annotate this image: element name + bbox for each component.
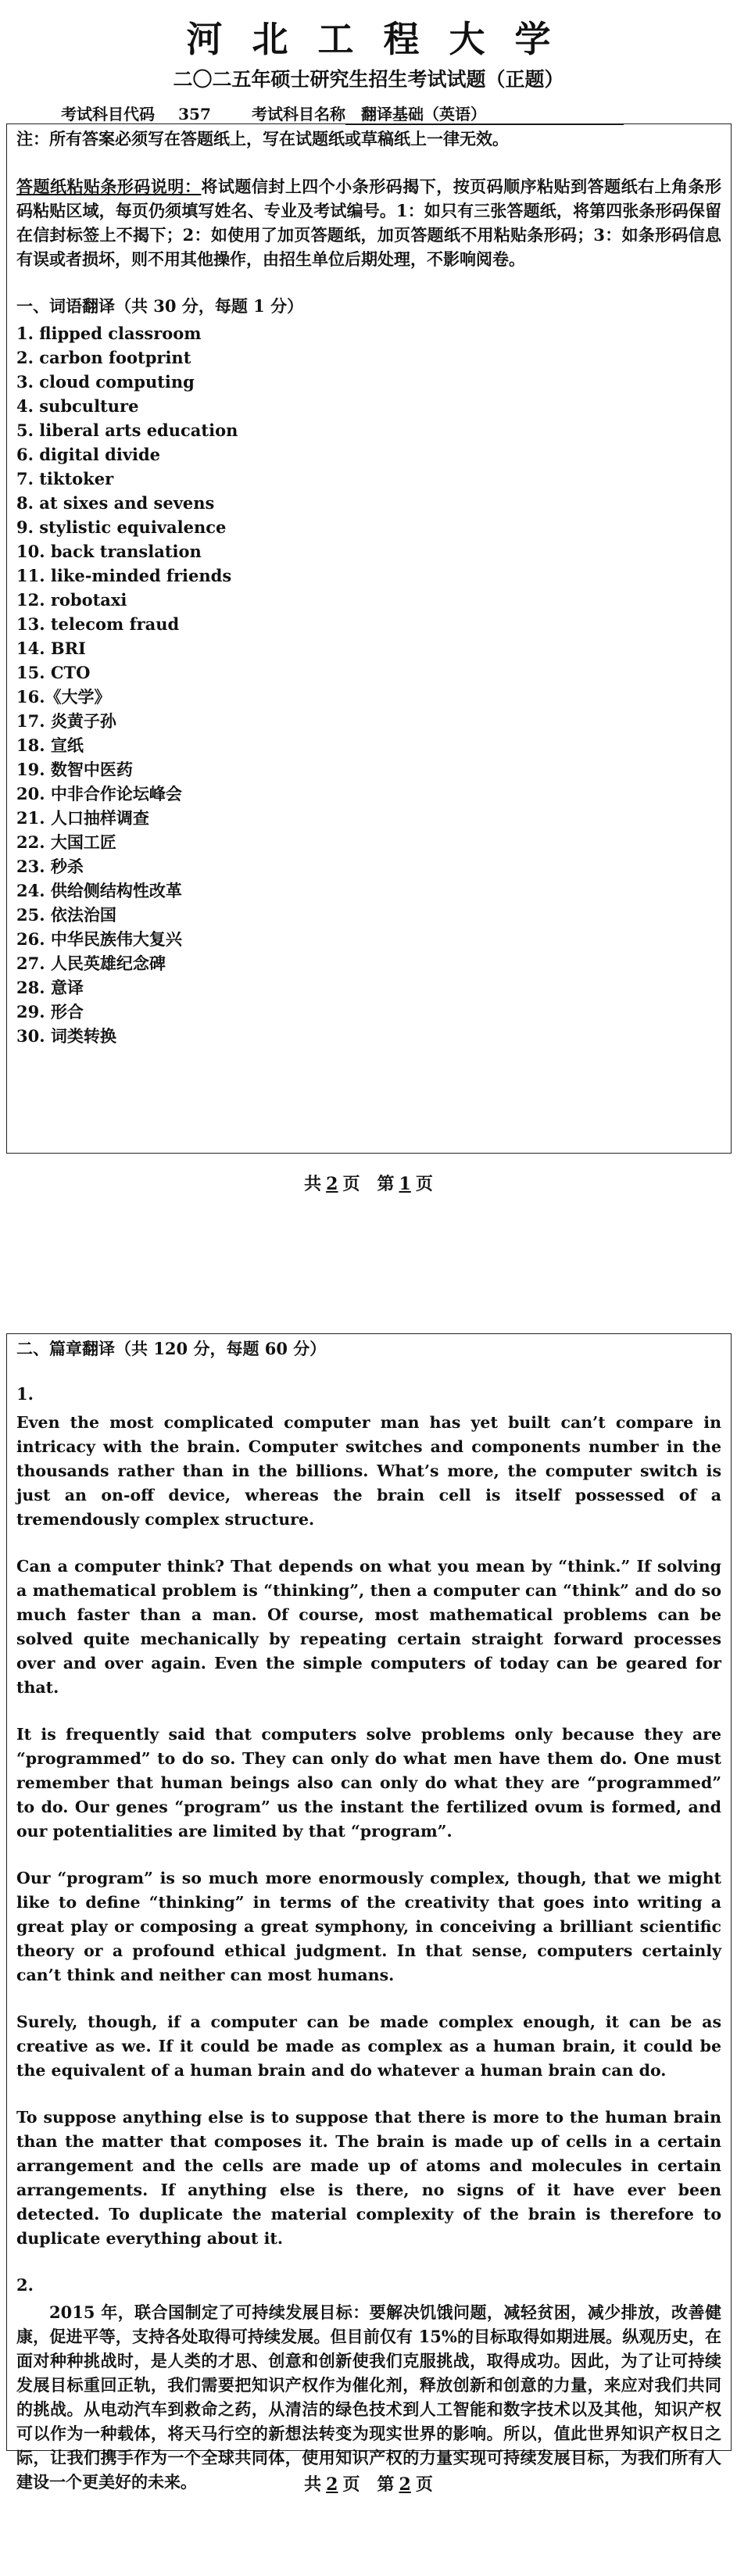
subject-code-value: 357 [155,105,234,124]
vocab-item: 27. 人民英雄纪念碑 [16,953,166,973]
section1-title: 一、词语翻译（共 30 分，每题 1 分） [16,296,304,316]
vocab-item: 29. 形合 [16,1002,84,1021]
vocab-item: 20. 中非合作论坛峰会 [16,784,182,803]
vocab-item: 24. 供给侧结构性改革 [16,881,182,900]
footer-page-number: 1 [399,1174,411,1194]
vocab-item: 30. 词类转换 [16,1026,116,1046]
vocab-item: 22. 大国工匠 [16,832,116,852]
footer-pre: 共 [304,2474,322,2495]
footer-mid: 页 第 [342,1174,395,1194]
vocab-item: 1. flipped classroom [16,324,202,343]
barcode-instructions [16,174,721,271]
footer-pre: 共 [304,1174,322,1194]
exam-page-2 [0,1290,737,2576]
footer-post: 页 [415,1174,433,1194]
vocab-item: 19. 数智中医药 [16,760,133,779]
vocab-list [16,321,721,1048]
vocab-item: 3. cloud computing [16,372,195,392]
vocab-item: 17. 炎黄子孙 [16,711,116,731]
vocab-item: 25. 依法治国 [16,905,116,925]
section2-title: 二、篇章翻译（共 120 分，每题 60 分） [16,1339,327,1358]
vocab-item: 8. at sixes and sevens [16,493,215,513]
vocab-item: 18. 宣纸 [16,735,84,755]
passage2-text: 2015 年，联合国制定了可持续发展目标：要解决饥饿问题，减轻贫困，减少排放，改善健康，促进平等，支持各处取得可持续发展。但目前仅有 15%的目标取得如期进展。纵观历史，在面对种种挑战时，是人类的才思、创意和创新使我们克服挑战，取得成功。因此，为了让可持续发展目标重回正轨，我们需要把知识产权作为催化剂，释放创新和创意的力量，来应对我们共同的挑战。从电动汽车到救命之药，从清洁的绿色技术到人工智能和数字技术以及其他，知识产权可以作为一种载体，将天马行空的新想法转变为现实世界的影响。所以，值此世界知识产权日之际，让我们携手作为一个全球共同体，使用知识产权的力量实现可持续发展目标，为我们所有人建设一个更美好的未来。 [16,2302,721,2492]
footer-total-pages: 2 [326,1174,338,1194]
university-name: 河北工程大学 [186,18,581,60]
footer-mid: 页 第 [342,2474,395,2495]
passage1-paragraph: To suppose anything else is to suppose that there is more to the human brain than the matter that composes it. The brain is made up of cells in a certain arrangement and the cells are made up of atoms and molecules in certain arrangements. If anything else is there, no signs of it have ever been detected. To duplicate the material complexity of the brain is therefore to duplicate everything about it. [16,2108,721,2248]
footer-total-pages: 2 [326,2474,338,2495]
exam-page-1 [0,0,737,1235]
page-footer-1 [0,1171,737,1195]
answer-note: 注：所有答案必须写在答题纸上，写在试题纸或草稿纸上一律无效。 [16,129,509,148]
passage1-paragraph: Surely, though, if a computer can be made complex enough, it can be as creative as we. If it could be made as complex as a human brain, it could be the equivalent of a human brain and do whatever a human brain can do. [16,2012,721,2080]
vocab-item: 21. 人口抽样调查 [16,808,149,828]
footer-post: 页 [415,2474,433,2495]
exam-title: 二〇二五年硕士研究生招生考试试题（正题） [173,68,564,91]
subject-name-value: 翻译基础（英语） [345,102,624,125]
passage1-paragraph: Even the most complicated computer man has yet built can’t compare in intricacy with the brain. Computer switches and components number in the thousands rather than in the billions. What’s more, the computer switch is just an on-off device, whereas the brain cell is itself possessed of a tremendously complex structure. [16,1413,721,1529]
passage1-paragraph: Can a computer think? That depends on what you mean by “think.” If solving a mathematical problem is “thinking”, then a computer can “think” and do so much faster than a man. Of course, most mathematical problems can be solved quite mechanically by repeating certain straight forward processes over and over again. Even the simple computers of today can be geared for that. [16,1557,721,1697]
vocab-item: 2. carbon footprint [16,348,191,367]
vocab-item: 28. 意译 [16,978,84,997]
vocab-item: 15. CTO [16,663,91,682]
vocab-item: 4. subculture [16,396,139,416]
vocab-item: 14. BRI [16,639,86,658]
subject-code-label: 考试科目代码 [61,105,155,123]
vocab-item: 9. stylistic equivalence [16,517,227,537]
passage1-paragraph: Our “program” is so much more enormously complex, though, that we might like to define “thinking” in terms of the creativity that goes into writing a great play or composing a great symphony, in conceiving a brilliant scientific theory or a profound ethical judgment. In that sense, computers certainly can’t think and neither can most humans. [16,1869,721,1984]
passage1 [16,1411,721,2251]
vocab-item: 10. back translation [16,542,202,561]
passage1-number: 1. [16,1384,34,1404]
passage1-paragraph: It is frequently said that computers solve problems only because they are “programmed” to do so. They can only do what men have them do. One must remember that human beings also can only do what they are “programmed” to do. Our genes “program” us the instant the fertilized ovum is formed, and our potentialities are limited by that “program”. [16,1725,721,1841]
vocab-item: 12. robotaxi [16,590,127,610]
footer-page-number: 2 [399,2474,411,2495]
barcode-instructions-heading: 答题纸粘贴条形码说明： [16,177,202,196]
subject-info-row [61,102,702,125]
vocab-item: 26. 中华民族伟大复兴 [16,929,182,949]
passage2-number: 2. [16,2275,34,2295]
subject-name-label: 考试科目名称 [252,105,345,123]
vocab-item: 5. liberal arts education [16,420,238,440]
question-box-1 [6,123,732,1154]
vocab-item: 11. like-minded friends [16,566,232,585]
vocab-item: 7. tiktoker [16,469,114,488]
page-footer-2 [0,2471,737,2496]
vocab-item: 13. telecom fraud [16,614,180,634]
vocab-item: 16.《大学》 [16,687,111,707]
vocab-item: 6. digital divide [16,445,161,464]
vocab-item: 23. 秒杀 [16,857,84,876]
barcode-instructions-body: 将试题信封上四个小条形码揭下，按页码顺序粘贴到答题纸右上角条形码粘贴区域，每页仍须填写姓名、专业及考试编号。1：如只有三张答题纸，将第四张条形码保留在信封标签上不揭下；2：如使用了加页答题纸，加页答题纸不用粘贴条形码；3：如条形码信息有误或者损坏，则不用其他操作，由招生单位后期处理，不影响阅卷。 [16,177,722,269]
